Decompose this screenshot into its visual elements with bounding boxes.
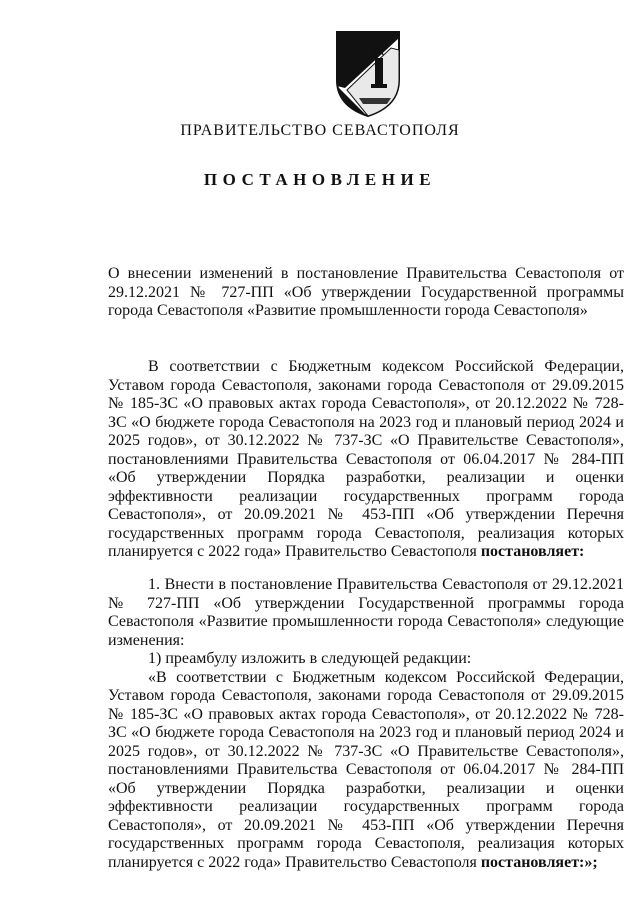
sevastopol-coat-of-arms-icon xyxy=(331,28,405,118)
item-1: 1. Внести в постановление Правительства Севастополя от 29.12.2021 № 727-ПП «Об утверждении Государственной программы города Севастополя «Развитие промышленности города Севастополя» следующие изменения: xyxy=(108,576,624,649)
document-type: ПОСТАНОВЛЕНИЕ xyxy=(203,170,437,189)
quoted-tail: :»; xyxy=(579,853,598,871)
quoted-resolves: постановляет xyxy=(480,853,580,871)
preamble-colon: : xyxy=(579,543,585,560)
preamble-resolves: постановляет xyxy=(480,543,580,560)
preamble-paragraph xyxy=(108,358,624,562)
preamble-body: В соответствии с Бюджетным кодексом Российской Федерации, Уставом города Севастополя, законами города Севастополя от 29.09.2015 № 185-ЗС «О правовых актах города Севастополя», от 20.12.2022 № 728-ЗС «О бюджете города Севастополя на 2023 год и плановый период 2024 и 2025 годов», от 30.12.2022 № 737-ЗС «О Правительстве Севастополя», постановлениями Правительства Севастополя от 06.04.2017 № 284-ПП «Об утверждении Порядка разработки, реализации и оценки эффективности реализации государственных программ города Севастополя», от 20.09.2021 № 453-ПП «Об утверждении Перечня государственных программ города Севастополя, реализация которых планируется с 2022 года» Правительство Севастополя xyxy=(108,358,624,560)
quoted-preamble xyxy=(108,669,624,873)
organization-name: ПРАВИТЕЛЬСТВО СЕВАСТОПОЛЯ xyxy=(180,122,460,139)
document-title: О внесении изменений в постановление Правительства Севастополя от 29.12.2021 № 727-ПП «Об утверждении Государственной программы города Севастополя «Развитие промышленности города Севастополя» xyxy=(108,265,624,319)
resolution-section xyxy=(108,576,624,872)
preamble-text xyxy=(108,358,624,562)
subitem-1: 1) преамбулу изложить в следующей редакции: xyxy=(148,650,472,667)
quoted-preamble-body: «В соответствии с Бюджетным кодексом Российской Федерации, Уставом города Севастополя, законами города Севастополя от 29.09.2015 № 185-ЗС «О правовых актах города Севастополя», от 20.12.2022 № 728-ЗС «О бюджете города Севастополя на 2023 год и плановый период 2024 и 2025 годов», от 30.12.2022 № 737-ЗС «О Правительстве Севастополя», постановлениями Правительства Севастополя от 06.04.2017 № 284-ПП «Об утверждении Порядка разработки, реализации и оценки эффективности реализации государственных программ города Севастополя», от 20.09.2021 № 453-ПП «Об утверждении Перечня государственных программ города Севастополя, реализация которых планируется с 2022 года» Правительство Севастополя xyxy=(108,668,624,871)
